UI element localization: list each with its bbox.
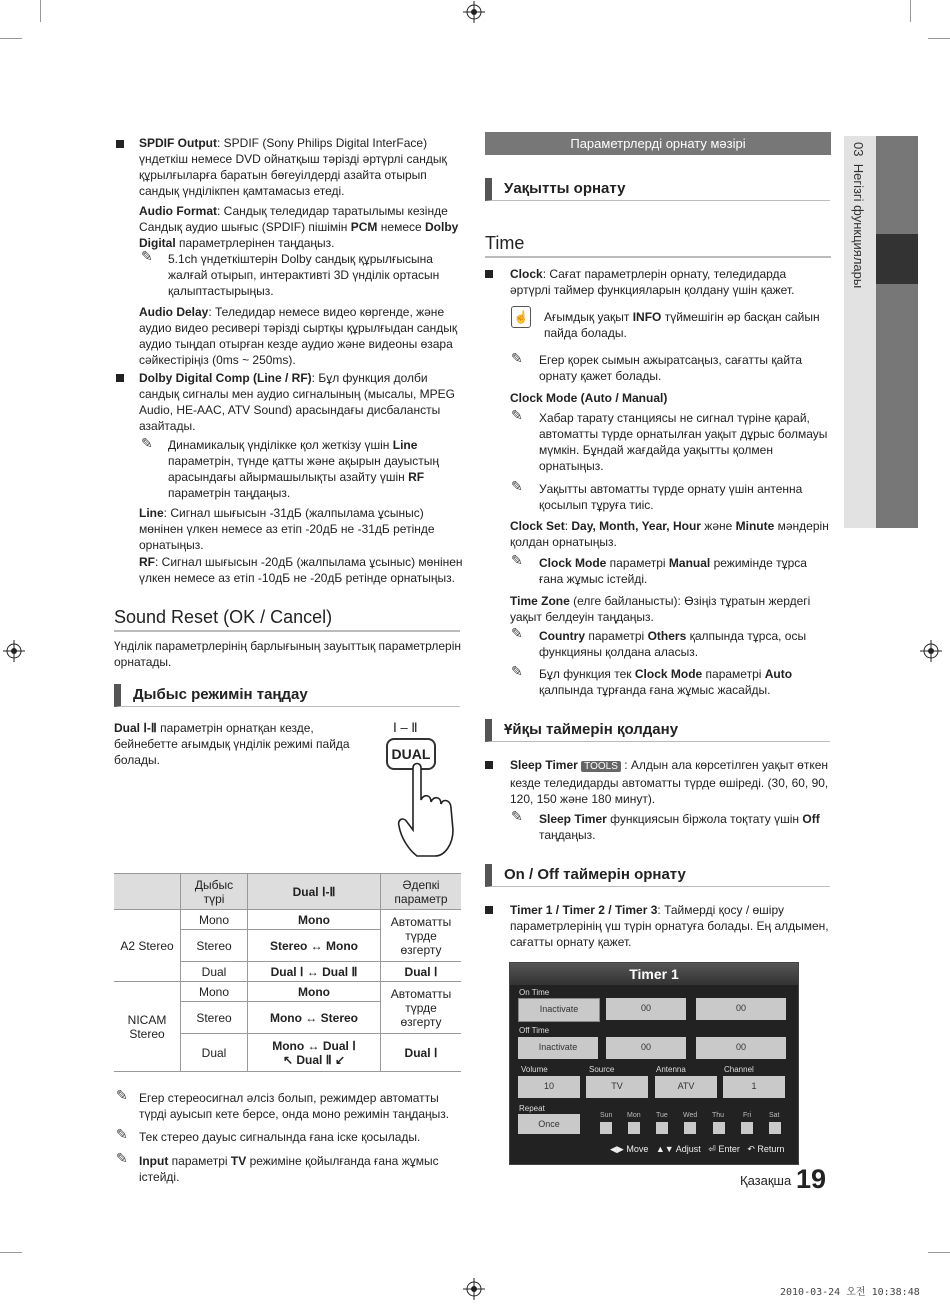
table-cell: Mono [248,982,381,1002]
note-pencil-icon: ✎ [511,663,523,679]
time-zone-note2: Бұл функция тек Clock Mode параметрі Auto қалпында тұрғанда ғана жұмыс жасайды. [539,667,793,697]
enter-icon: ⏎ [708,1144,716,1154]
side-tab-marker [876,234,918,284]
osd-help-bar [610,1144,784,1155]
registration-mark-icon [3,640,25,662]
note-weak-stereo: Егер стереосигнал әлсіз болып, режимдер автоматты түрді ауысып кете берсе, онда моно режимін таңдаңыз. [139,1091,450,1121]
page-number: 19 [796,1164,827,1194]
osd-day-label: Sat [769,1112,780,1119]
sound-reset-title: Sound Reset (OK / Cancel) [114,607,333,627]
table-cell: Stereo ↔ Mono [248,930,381,962]
note-pencil-icon: ✎ [116,1150,128,1166]
osd-on-time-label: On Time [519,988,550,997]
onoff-heading: On / Off таймерін орнату [485,864,830,887]
osd-day-checkbox [656,1122,668,1134]
time-title: Time [485,233,525,253]
clock-set-text: Clock Set: Day, Month, Year, Hour және Minute мәндерін қолдан орнатыңыз. [510,519,829,549]
note-pencil-icon: ✎ [141,248,153,264]
side-tab-text: 03 Негізгі функциялары [851,142,866,289]
table-cell: Mono [248,910,381,930]
crop-mark [0,1252,22,1253]
crop-mark [0,38,22,39]
table-cell: Dual Ⅰ ↔ Dual Ⅱ [248,962,381,982]
menu-bar: Параметрлерді орнату мәзірі [485,132,831,155]
note-stereo-only: Тек стерео дауыс сигналында ғана іске қосылады. [139,1130,421,1144]
dual-cell-line1: Mono ↔ Dual Ⅰ [272,1038,356,1053]
sound-reset-text: Үнділік параметрлерінің барлығының зауыттық параметрлерін орнатады. [114,639,461,669]
osd-off-minute: 00 [696,1037,786,1059]
osd-channel-label: Channel [724,1065,754,1074]
osd-off-time-label: Off Time [519,1026,550,1035]
osd-day-label: Thu [712,1112,725,1119]
table-cell: Stereo [181,1002,248,1034]
note-pencil-icon: ✎ [116,1126,128,1142]
adjust-arrows-icon: ▲▼ [655,1144,674,1154]
clock-heading: Уақытты орнату [485,178,830,201]
osd-channel-value: 1 [723,1076,785,1098]
osd-repeat-label: Repeat [519,1104,545,1113]
osd-source-label: Source [589,1065,615,1074]
sleep-timer-text: Sleep Timer TOOLS : Алдын ала көрсетілген уақыт өткен кезде теледидарды автоматты түрде өшіреді. (30, 60, 90, 120, 150 және 180 минут). [510,758,829,806]
bullet-icon [485,906,493,914]
power-note: Егер қорек сымын ажыратсаңыз, сағатты қайта орнату қажет болады. [539,353,803,383]
osd-antenna-value: ATV [655,1076,717,1098]
note-pencil-icon: ✎ [511,478,523,494]
audio-delay-text: Audio Delay: Теледидар немесе видео көргенде, және аудио видео ресивері тәрізді сыртқы құрылғыдан сандық аудио тыңдап отырған кезде аудио және видеоны өзара сәйкестіріңіз (0ms ~ 250ms). [139,305,458,367]
bullet-icon [116,140,124,148]
clock-mode-note1: Хабар тарату станциясы не сигнал түріне қарай, автоматты түрде орнатылған уақыт дұрыс болмауы мүмкін. Бұндай жағдайда уақытты қолмен орнатыңыз. [539,411,828,473]
crop-mark [910,0,911,22]
osd-volume-label: Volume [521,1065,548,1074]
osd-day-label: Tue [656,1112,668,1119]
crop-mark [40,0,41,22]
osd-off-hour: 00 [606,1037,686,1059]
osd-day-label: Sun [600,1112,613,1119]
hand-press-icon [395,760,465,860]
clock-mode-label: Clock Mode (Auto / Manual) [510,391,668,405]
audio-format-text: Audio Format: Сандық теледидар таратылымы кезінде Сандық аудио шығыс (SPDIF) пішімін PCM немесе Dolby Digital параметрлерінен таңдаңыз. [139,204,459,250]
registration-mark-icon [463,1,485,23]
note-pencil-icon: ✎ [511,808,523,824]
remote-hand-icon: ☝ [511,306,531,328]
osd-day-checkbox [769,1122,781,1134]
note-pencil-icon: ✎ [511,625,523,641]
move-arrows-icon: ◀▶ [610,1144,624,1154]
bullet-icon [485,761,493,769]
dual-label: Ⅰ – Ⅱ [393,720,418,735]
table-cell: Автоматты түрде өзгерту [381,982,462,1034]
info-note: Ағымдық уақыт INFO түймешігін әр басқан сайын пайда болады. [544,310,820,340]
note-line-rf: Динамикалық үнділікке қол жеткізу үшін Line параметрін, түнде қатты және ақырын дауыстың арасындағы айырмашылықты азайту үшін RF параметрін таңдаңыз. [168,438,439,500]
sound-table [114,873,461,1072]
table-cell: Dual Ⅰ [381,962,462,982]
a2-stereo: A2 Stereo [114,910,181,982]
clock-set-note: Clock Mode параметрі Manual режимінде тұрса ғана жұмыс істейді. [539,556,807,586]
spdif-output-text: SPDIF Output: SPDIF (Sony Philips Digital InterFace) үндеткіш немесе DVD ойнатқыш тәрізді әртүрлі сандық құрылғыларға баратын бөгеуілдерді азайта отырып сандық үнділікпен қамтамасыз етеді. [139,136,447,198]
note-pencil-icon: ✎ [511,552,523,568]
sleep-heading: Ұйқы таймерін қолдану [485,719,830,742]
sleep-note: Sleep Timer функциясын біржола тоқтату үшін Off таңдаңыз. [539,812,820,842]
note-51ch: 5.1ch үндеткіштерін Dolby сандық құрылғысына жалғай отырып, интерактивті 3D үнділік ортасын қалыптастырыңыз. [168,252,440,298]
table-cell: Mono ↔ Stereo [248,1002,381,1034]
table-cell [248,1034,381,1072]
osd-repeat-value: Once [518,1114,580,1134]
timer-osd-screen [509,962,799,1165]
osd-adjust: Adjust [675,1144,701,1154]
time-zone-note1: Country параметрі Others қалпында тұрса, осы функцияны қолдана аласыз. [539,629,807,659]
osd-day-checkbox [684,1122,696,1134]
return-icon: ↶ [747,1144,755,1154]
table-cell: Dual Ⅰ [381,1034,462,1072]
table-cell: Dual [181,1034,248,1072]
osd-day-label: Wed [683,1112,698,1119]
osd-on-hour: 00 [606,998,686,1020]
osd-off-inactivate: Inactivate [518,1037,598,1059]
clock-text: Clock: Сағат параметрлерін орнату, теледидарда әртүрлі таймер функцияларын қолдану үшін қажет. [510,267,795,297]
osd-day-label: Fri [743,1112,752,1119]
header-sound-type: Дыбыс түрі [181,874,248,910]
timer-text: Timer 1 / Timer 2 / Timer 3: Таймерді қосу / өшіру параметрлерінің үш түрін орнатуға болады. Ең алдымен, сағатты орнату қажет. [510,903,829,949]
osd-day-label: Mon [627,1112,641,1119]
note-pencil-icon: ✎ [116,1087,128,1103]
osd-return: Return [757,1144,785,1154]
tools-badge: TOOLS [581,761,621,772]
osd-day-checkbox [741,1122,753,1134]
header-default: Әдепкі параметр [381,874,462,910]
rf-desc: RF: Сигнал шығысын -20дБ (жалпылама ұсыныс) мөнінен үлкен немесе аз етіп -10дБ не -20дБ ретінде орнатыңыз. [139,555,463,585]
osd-antenna-label: Antenna [656,1065,686,1074]
sound-mode-heading: Дыбыс режимін таңдау [114,684,460,707]
table-cell: Mono [181,982,248,1002]
osd-on-inactivate: Inactivate [518,998,600,1022]
dolby-comp-text: Dolby Digital Comp (Line / RF): Бұл функция долби сандық сигналы мен аудио сигналының (мысалы, MPEG Audio, HE-AAC, ATV Sound) арасындағы дисбалансты азайтады. [139,371,455,433]
osd-day-checkbox [600,1122,612,1134]
note-pencil-icon: ✎ [511,350,523,366]
bullet-icon [485,270,493,278]
time-zone-text: Time Zone (елге байланысты): Өзіңіз тұратын жердегі уақыт белдеуін таңдаңыз. [510,594,811,624]
osd-move: Move [626,1144,649,1154]
line-desc: Line: Сигнал шығысын -31дБ (жалпылама ұсыныс) мөнінен үлкен немесе аз етіп -20дБ не -31дБ ретінде орнатыңыз. [139,506,435,552]
note-pencil-icon: ✎ [511,407,523,423]
note-pencil-icon: ✎ [141,435,153,451]
divider [485,256,831,258]
clock-mode-note2: Уақытты автоматты түрде орнату үшін антенна қосылып тұруға тиіс. [539,482,803,512]
osd-day-checkbox [713,1122,725,1134]
registration-mark-icon [920,640,942,662]
osd-source-value: TV [586,1076,648,1098]
table-cell: Автоматты түрде өзгерту [381,910,462,962]
table-cell: Mono [181,910,248,930]
osd-enter: Enter [718,1144,740,1154]
note-input-tv: Input параметрі TV режиміне қойылғанда ғана жұмыс істейді. [139,1154,439,1184]
bullet-icon [116,374,124,382]
osd-title: Timer 1 [510,963,798,985]
divider [114,630,460,632]
table-cell: Stereo [181,930,248,962]
header-dual: Dual Ⅰ-Ⅱ [248,874,381,910]
print-timestamp: 2010-03-24 오전 10:38:48 [780,1287,920,1298]
registration-mark-icon [463,1278,485,1300]
dual-button: DUAL [386,738,436,770]
osd-day-checkbox [628,1122,640,1134]
footer-language: Қазақша [740,1173,792,1188]
table-cell: Dual [181,962,248,982]
nicam-stereo: NICAM Stereo [114,982,181,1072]
dual-cell-line2: ↖ Dual Ⅱ ↙ [282,1052,346,1067]
osd-on-minute: 00 [696,998,786,1020]
crop-mark [928,1252,950,1253]
crop-mark [928,38,950,39]
osd-volume-value: 10 [518,1076,580,1098]
dual-text: Dual Ⅰ-Ⅱ параметрін орнатқан кезде, бейнебетте ағымдық үнділік режимі пайда болады. [114,721,350,767]
